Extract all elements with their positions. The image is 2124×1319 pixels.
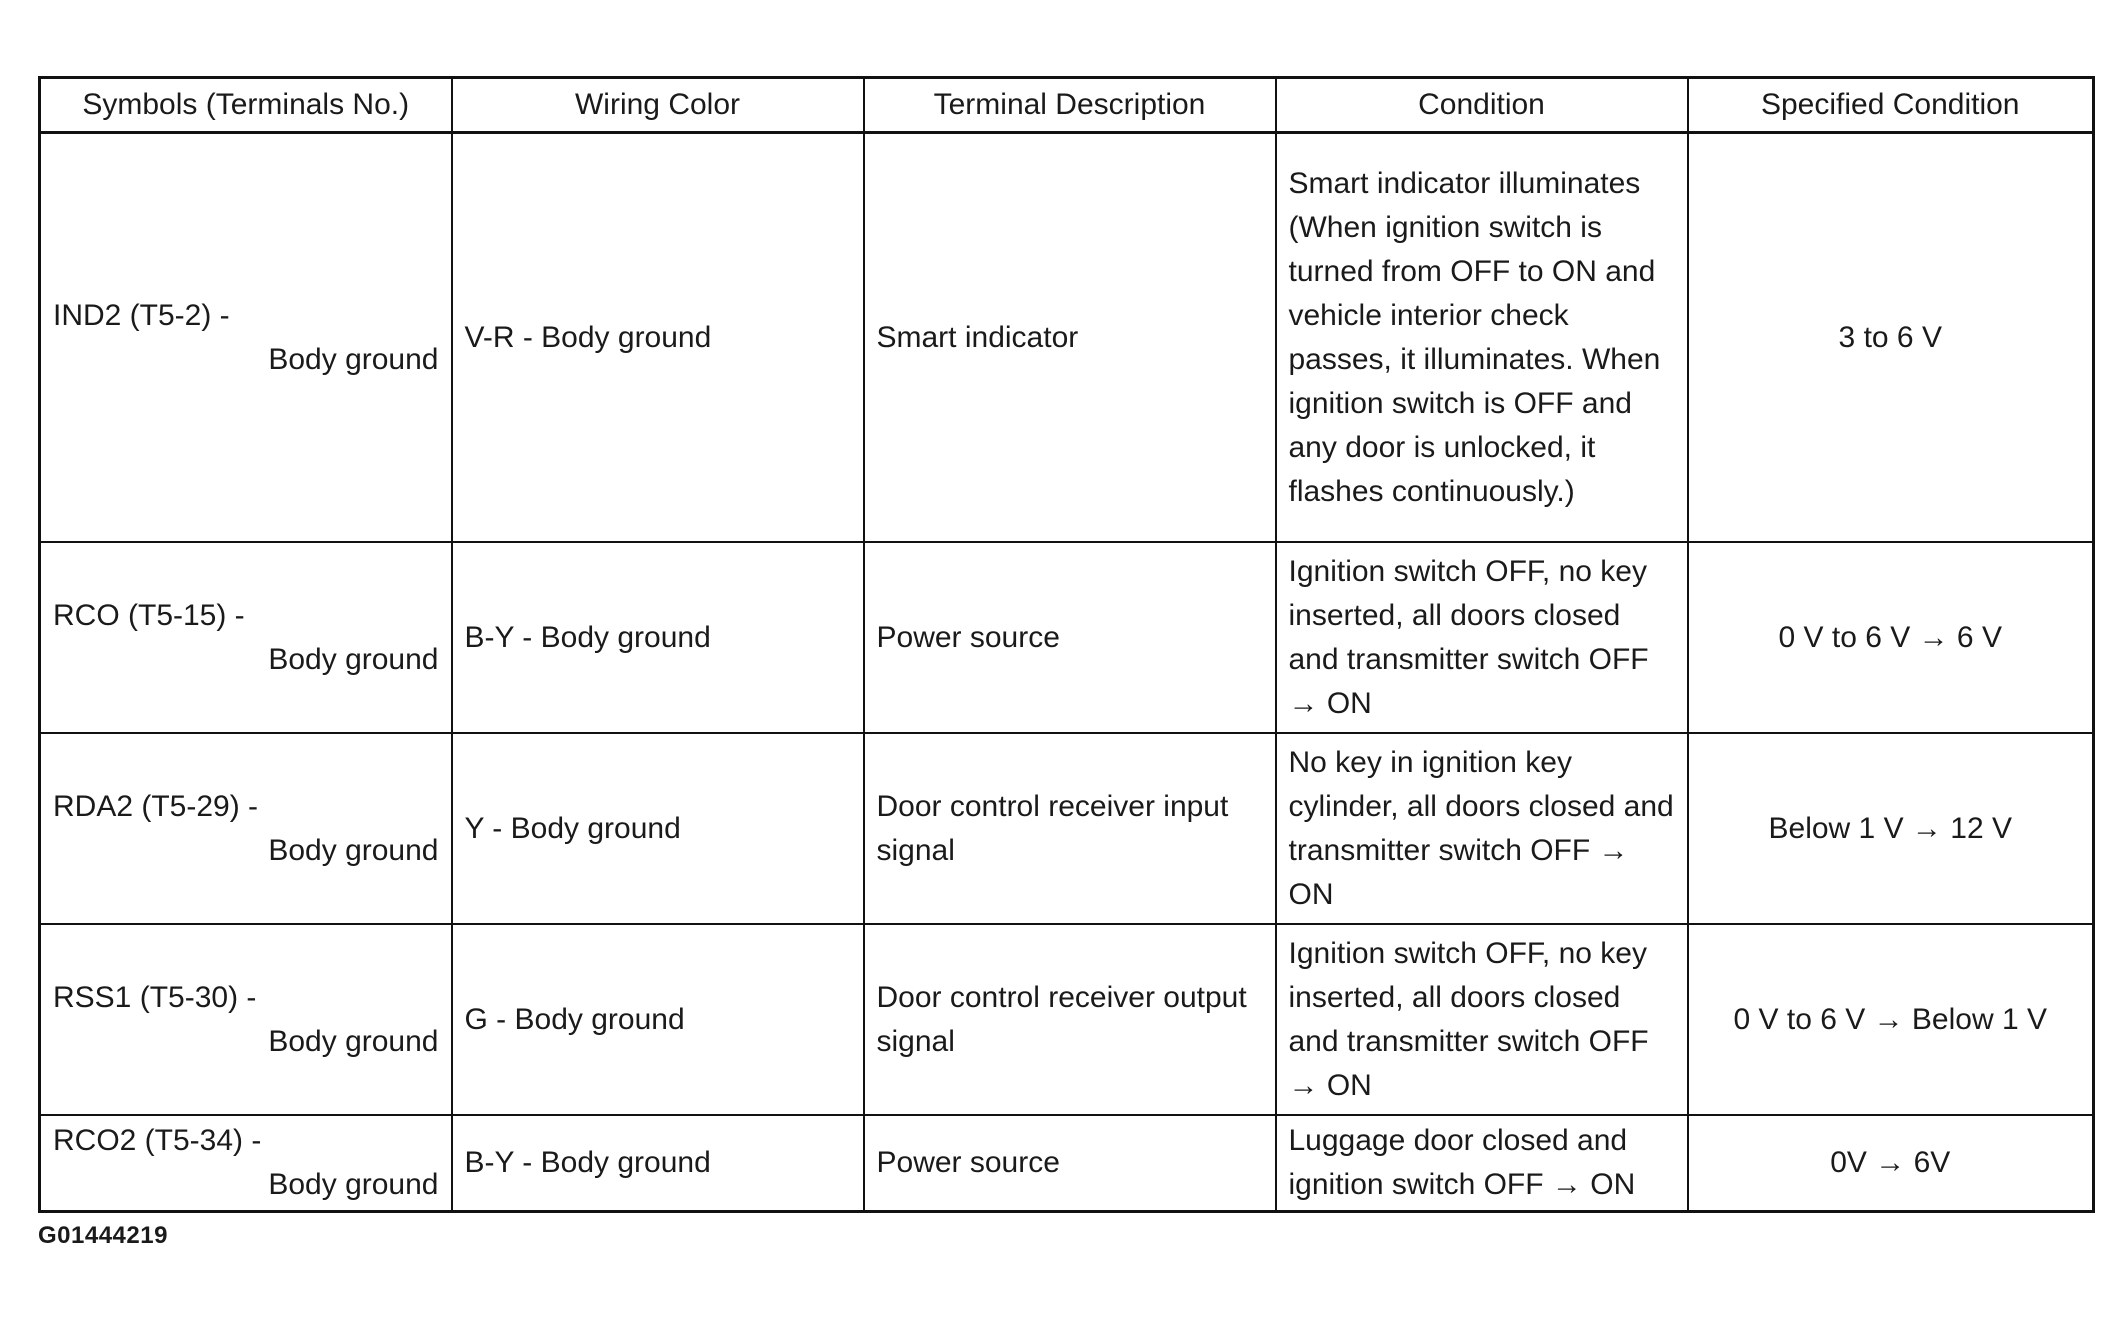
symbol-ground: Body ground [268, 1168, 439, 1201]
symbol-ground: Body ground [268, 1024, 439, 1058]
condition-cell: Ignition switch OFF, no key inserted, all doors closed and transmitter switch OFF → ON [1276, 924, 1688, 1115]
symbol-cell [40, 733, 452, 924]
symbol-cell [40, 133, 452, 543]
specified-condition-cell: 0 V to 6 V → Below 1 V [1688, 924, 2094, 1115]
condition-cell: Ignition switch OFF, no key inserted, all doors closed and transmitter switch OFF → ON [1276, 542, 1688, 733]
symbol-ground: Body ground [268, 833, 439, 867]
terminal-description-cell: Power source [864, 1115, 1276, 1212]
terminal-description-cell: Door control receiver output signal [864, 924, 1276, 1115]
wiring-color-cell: B-Y - Body ground [452, 542, 864, 733]
header-symbols: Symbols (Terminals No.) [40, 78, 452, 133]
symbol-terminal: RCO2 (T5-34) - [53, 1124, 262, 1157]
specified-condition-cell: 0 V to 6 V → 6 V [1688, 542, 2094, 733]
table-row [40, 924, 2094, 1115]
specified-condition-cell: 0V → 6V [1688, 1115, 2094, 1212]
symbol-cell [40, 924, 452, 1115]
symbol-terminal: RSS1 (T5-30) - [53, 980, 257, 1014]
terminal-description-cell: Power source [864, 542, 1276, 733]
wiring-color-cell: B-Y - Body ground [452, 1115, 864, 1212]
symbol-cell [40, 1115, 452, 1212]
header-terminal-description: Terminal Description [864, 78, 1276, 133]
condition-cell: Luggage door closed and ignition switch OFF → ON [1276, 1115, 1688, 1212]
header-condition: Condition [1276, 78, 1688, 133]
header-wiring-color: Wiring Color [452, 78, 864, 133]
wiring-color-cell: Y - Body ground [452, 733, 864, 924]
terminal-spec-table [38, 76, 2095, 1213]
table-row [40, 733, 2094, 924]
table-row [40, 1115, 2094, 1212]
wiring-color-cell: V-R - Body ground [452, 133, 864, 543]
terminal-description-cell: Smart indicator [864, 133, 1276, 543]
specified-condition-cell: 3 to 6 V [1688, 133, 2094, 543]
symbol-ground: Body ground [268, 342, 439, 376]
symbol-ground: Body ground [268, 642, 439, 676]
wiring-color-cell: G - Body ground [452, 924, 864, 1115]
header-specified-condition: Specified Condition [1688, 78, 2094, 133]
symbol-terminal: RCO (T5-15) - [53, 598, 245, 632]
table-row [40, 542, 2094, 733]
table-row [40, 133, 2094, 543]
figure-code: G01444219 [38, 1222, 168, 1249]
symbol-terminal: RDA2 (T5-29) - [53, 789, 259, 823]
specified-condition-cell: Below 1 V → 12 V [1688, 733, 2094, 924]
symbol-cell [40, 542, 452, 733]
terminal-description-cell: Door control receiver input signal [864, 733, 1276, 924]
symbol-terminal: IND2 (T5-2) - [53, 298, 230, 332]
condition-cell: Smart indicator illuminates (When ignition switch is turned from OFF to ON and vehicle interior check passes, it illuminates. When ignition switch is OFF and any door is unlocked, it flashes continuously.) [1276, 133, 1688, 543]
header-row [40, 78, 2094, 133]
condition-cell: No key in ignition key cylinder, all doors closed and transmitter switch OFF → ON [1276, 733, 1688, 924]
